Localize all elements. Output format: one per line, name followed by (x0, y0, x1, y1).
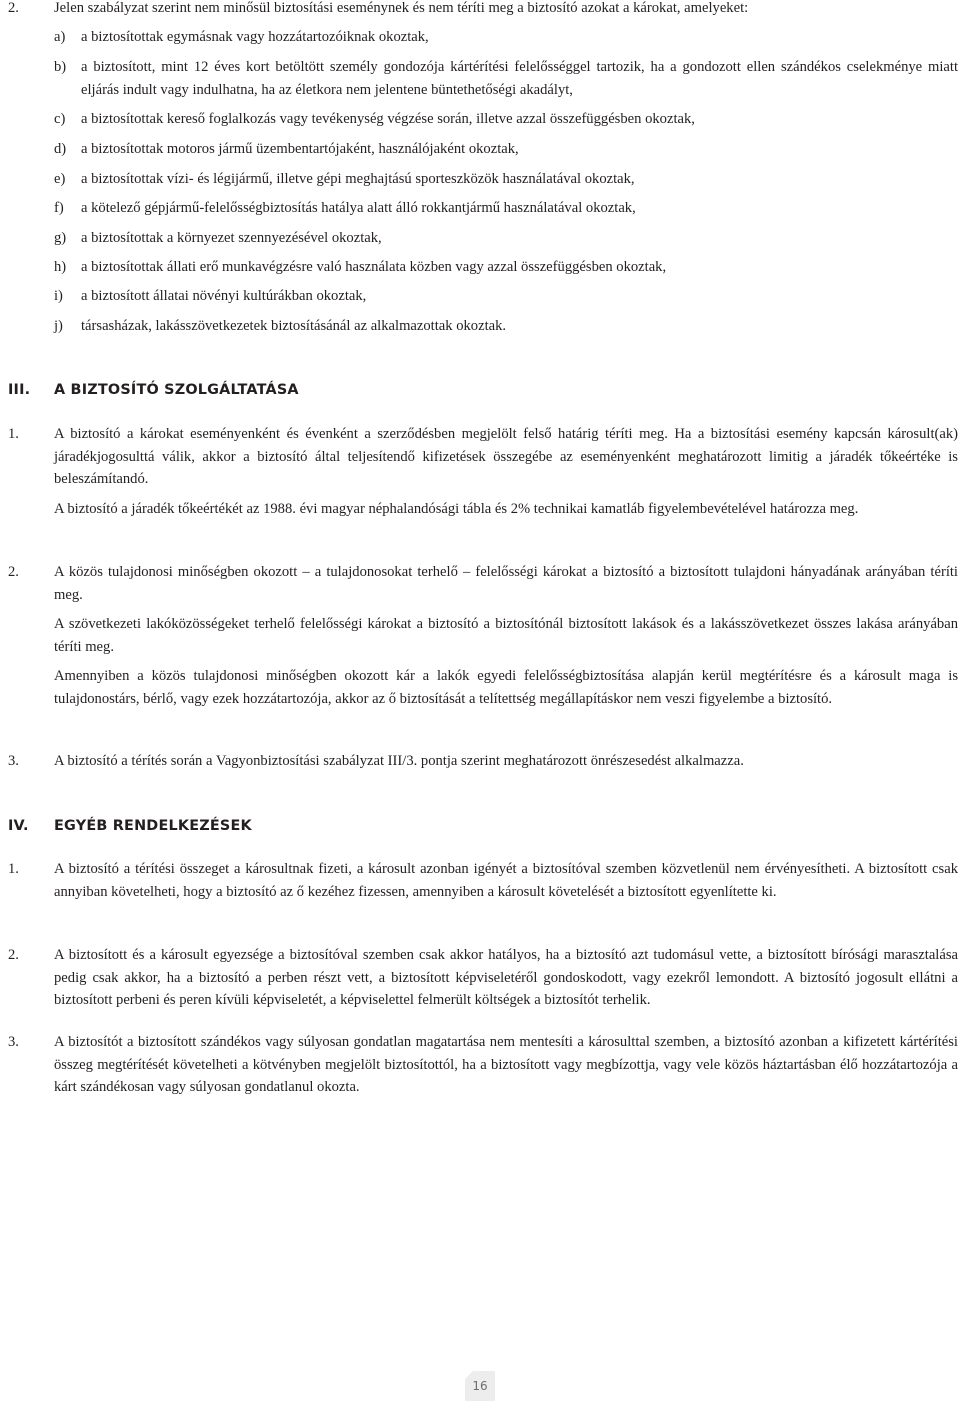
list-letter: j) (54, 318, 63, 334)
list-letter: e) (54, 171, 66, 187)
list-text: a biztosítottak egymásnak vagy hozzátartozóiknak okoztak, (81, 29, 429, 45)
list-text: a biztosítottak kereső foglalkozás vagy tevékenység végzése során, illetve azzal összefüggésben okoztak, (81, 111, 695, 127)
paragraph: A szövetkezeti lakóközösségeket terhelő felelősségi károkat a biztosító a biztosítónál biztosított lakások és a lakásszövetkezet összes lakása arányában téríti meg. (54, 616, 958, 655)
exclusion-i (0, 285, 960, 308)
paragraph: A biztosító a károkat eseményenként és évenként a szerződésben megjelölt felső határig téríti meg. Ha a biztosítási esemény kapcsán károsult(ak) járadékjogosulttá válik, akkor a biztosító által teljesítendő kifizetések összegébe az eseményenként meghatározott limitig a járadék tőkeértéke is beleszámítandó. (54, 426, 958, 488)
exclusion-a (0, 26, 960, 49)
section-title: A BIZTOSÍTÓ SZOLGÁLTATÁSA (54, 382, 299, 398)
section4-item-3 (0, 1031, 960, 1099)
paragraph: A biztosított és a károsult egyezsége a biztosítóval szemben csak akkor hatályos, ha a biztosító azt tudomásul vette, a biztosított bírósági marasztalása pedig csak akkor, ha a biztosító a perben részt vett, a biztosított képviseletéről gondoskodott, vagy ezekről lemondott. A biztosító jogosult ellátni a biztosított perbeni és peren kívüli képviseletét, a képviselettel felmerült költségek a biztosítót terhelik. (54, 947, 958, 1009)
paragraph: A biztosító a térítés során a Vagyonbiztosítási szabályzat III/3. pontja szerint meghatározott önrészesedést alkalmazza. (54, 753, 744, 769)
item-number: 3. (8, 753, 19, 769)
paragraph: Amennyiben a közös tulajdonosi minőségben okozott kár a lakók egyedi felelősségbiztosítása alapján kerül megtérítésre és a károsult maga is tulajdonostárs, bérlő, vagy ezek hozzátartozója, akkor az ő biztosítását a telítettség megállapításkor nem veszi figyelembe a biztosító. (54, 668, 958, 707)
list-letter: b) (54, 59, 67, 75)
list-text: a kötelező gépjármű-felelősségbiztosítás hatálya alatt álló rokkantjármű használatával okoztak, (81, 200, 636, 216)
section4-item-1 (0, 858, 960, 903)
list-letter: g) (54, 230, 67, 246)
list-letter: i) (54, 288, 63, 304)
exclusion-e (0, 168, 960, 191)
item-text: Jelen szabályzat szerint nem minősül biztosítási eseménynek és nem téríti meg a biztosító azokat a károkat, amelyeket: (54, 0, 749, 16)
item-2 (0, 0, 960, 20)
list-text: a biztosítottak motoros jármű üzembentartójaként, használójaként okoztak, (81, 141, 519, 157)
section3-item-3 (0, 750, 960, 773)
list-text: a biztosított, mint 12 éves kort betöltött személy gondozója kártérítési felelősséggel tartozik, ha a gondozott ellen szándékos cselekménye miatt eljárás indult vagy indulhatna, ha az életkora nem jelentene büntethetőségi akadályt, (81, 59, 958, 98)
exclusion-b (0, 56, 960, 101)
exclusions-block (0, 0, 960, 20)
list-letter: a) (54, 29, 66, 45)
list-letter: f) (54, 200, 64, 216)
exclusion-g (0, 227, 960, 250)
paragraph: A biztosító a járadék tőkeértékét az 1988. évi magyar néphalandósági tábla és 2% technikai kamatláb figyelembevételével határozza meg. (54, 500, 859, 517)
exclusion-j (0, 315, 960, 338)
section-title: EGYÉB RENDELKEZÉSEK (54, 818, 252, 834)
section-heading-iii (0, 379, 960, 402)
section3-item-1 (0, 423, 960, 520)
list-text: a biztosított állatai növényi kultúrákban okoztak, (81, 288, 367, 304)
section4-item-2 (0, 944, 960, 1012)
exclusion-c (0, 108, 960, 131)
paragraph: A biztosító a térítési összeget a károsultnak fizeti, a károsult azonban igényét a biztosítóval szemben közvetlenül nem érvényesítheti. A biztosított csak annyiban követelheti, hogy a biztosító az ő kezéhez fizessen, amennyiben a károsult követelését a biztosított egyenlítette ki. (54, 861, 958, 900)
exclusion-f (0, 197, 960, 220)
section-number: IV. (8, 818, 29, 834)
item-number: 2. (8, 947, 19, 963)
list-text: a biztosítottak a környezet szennyezésével okoztak, (81, 230, 382, 246)
paragraph: A közös tulajdonosi minőségben okozott – a tulajdonosokat terhelő – felelősségi károkat a biztosító a biztosított tulajdoni hányadának arányában téríti meg. (54, 564, 958, 603)
page-number: 16 (465, 1371, 495, 1401)
list-letter: c) (54, 111, 66, 127)
item-number: 1. (8, 861, 19, 877)
list-letter: h) (54, 259, 67, 275)
section-number: III. (8, 382, 31, 398)
item-number: 2. (8, 564, 19, 580)
list-text: a biztosítottak vízi- és légijármű, illetve gépi meghajtású sporteszközök használatával okoztak, (81, 171, 635, 187)
item-number: 1. (8, 426, 19, 442)
paragraph: A biztosítót a biztosított szándékos vagy súlyosan gondatlan magatartása nem mentesíti a károsulttal szemben, a biztosító azonban a kifizetett kártérítési összeg megtérítését követelheti a kötvényben megjelölt biztosítottól, ha a biztosított vagy megbízottja, vagy vele közös háztartásban élő hozzátartozója a kárt szándékosan vagy súlyosan gondatlanul okozta. (54, 1034, 958, 1096)
exclusion-d (0, 138, 960, 161)
section-heading-iv (0, 815, 960, 838)
list-letter: d) (54, 141, 67, 157)
list-text: társasházak, lakásszövetkezetek biztosításánál az alkalmazottak okoztak. (81, 318, 507, 334)
item-number: 2. (8, 0, 19, 16)
list-text: a biztosítottak állati erő munkavégzésre való használata közben vagy azzal összefüggésben okoztak, (81, 259, 667, 275)
section3-item-2 (0, 561, 960, 711)
exclusion-h (0, 256, 960, 279)
item-number: 3. (8, 1034, 19, 1050)
